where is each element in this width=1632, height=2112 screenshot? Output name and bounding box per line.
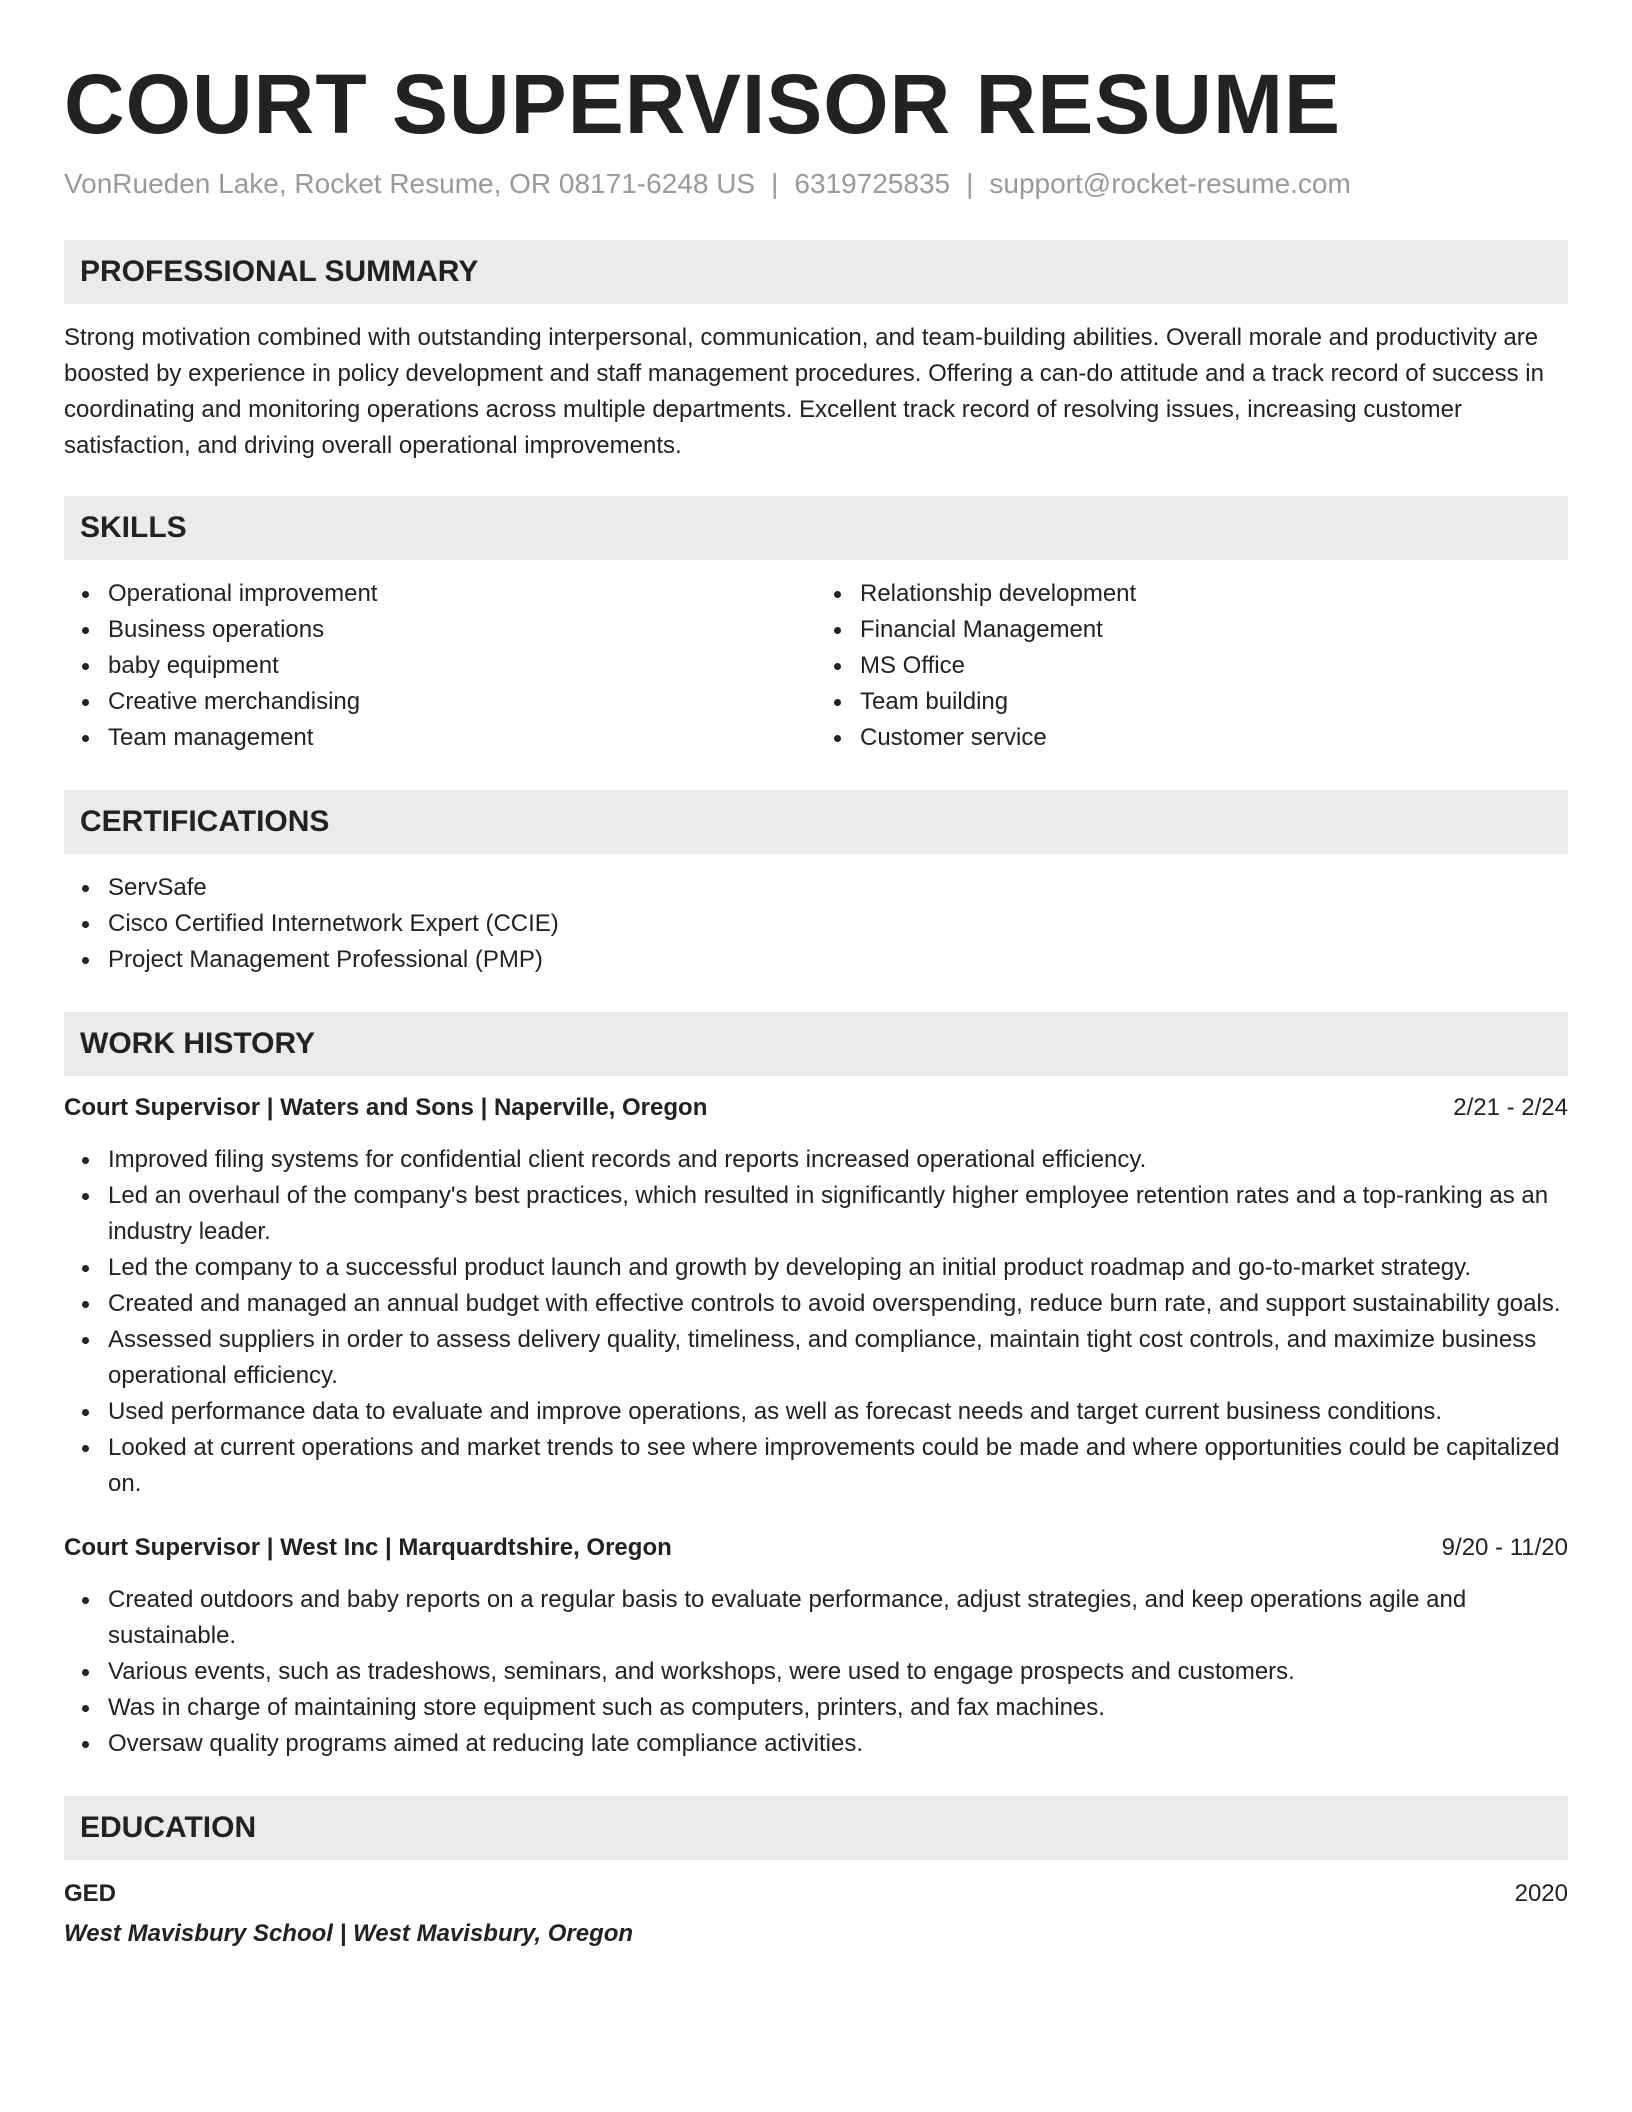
education-school: West Mavisbury School | West Mavisbury, Oregon <box>64 1920 634 1947</box>
list-item: Business operations <box>108 612 816 648</box>
list-item: Financial Management <box>860 612 1568 648</box>
list-item: Relationship development <box>860 576 1568 612</box>
job-header <box>64 1090 1568 1126</box>
contact-address: VonRueden Lake, Rocket Resume, OR 08171-6248 US <box>64 168 756 199</box>
job-title: Court Supervisor | Waters and Sons | Naperville, Oregon <box>64 1094 708 1121</box>
list-item: Created outdoors and baby reports on a regular basis to evaluate performance, adjust strategies, and keep operations agile and sustainable. <box>108 1582 1568 1654</box>
list-item: Looked at current operations and market trends to see where improvements could be made and where opportunities could be capitalized on. <box>108 1430 1568 1502</box>
job-header <box>64 1530 1568 1566</box>
list-item: baby equipment <box>108 648 816 684</box>
resume-title: COURT SUPERVISOR RESUME <box>64 57 1341 151</box>
job-bullets <box>64 1142 1568 1502</box>
contact-separator: | <box>771 168 779 199</box>
skills-list <box>64 576 1568 756</box>
job-dates: 2/21 - 2/24 <box>1453 1094 1568 1121</box>
summary-heading: PROFESSIONAL SUMMARY <box>64 240 1568 304</box>
list-item: Led the company to a successful product launch and growth by developing an initial product roadmap and go-to-market strategy. <box>108 1250 1568 1286</box>
list-item: Improved filing systems for confidential client records and reports increased operational efficiency. <box>108 1142 1568 1178</box>
education-heading: EDUCATION <box>64 1796 1568 1860</box>
list-item: Creative merchandising <box>108 684 816 720</box>
list-item: Led an overhaul of the company's best practices, which resulted in significantly higher employee retention rates and a top-ranking as an industry leader. <box>108 1178 1568 1250</box>
list-item: Used performance data to evaluate and improve operations, as well as forecast needs and target current business conditions. <box>108 1394 1568 1430</box>
contact-phone: 6319725835 <box>794 168 951 199</box>
list-item: Customer service <box>860 720 1568 756</box>
list-item: Various events, such as tradeshows, seminars, and workshops, were used to engage prospects and customers. <box>108 1654 1568 1690</box>
education-degree: GED <box>64 1880 117 1907</box>
skills-heading: SKILLS <box>64 496 1568 560</box>
list-item: Team building <box>860 684 1568 720</box>
job-bullets <box>64 1582 1568 1762</box>
list-item: Operational improvement <box>108 576 816 612</box>
list-item: Was in charge of maintaining store equipment such as computers, printers, and fax machines. <box>108 1690 1568 1726</box>
contact-line <box>64 166 1568 202</box>
skills-column-left <box>64 576 816 756</box>
list-item: Team management <box>108 720 816 756</box>
list-item: MS Office <box>860 648 1568 684</box>
contact-separator: | <box>966 168 974 199</box>
list-item: Project Management Professional (PMP) <box>108 942 1568 978</box>
job-dates: 9/20 - 11/20 <box>1441 1534 1568 1561</box>
education-year: 2020 <box>1514 1880 1568 1907</box>
list-item: Created and managed an annual budget with effective controls to avoid overspending, reduce burn rate, and support sustainability goals. <box>108 1286 1568 1322</box>
contact-email: support@rocket-resume.com <box>989 168 1351 199</box>
list-item: ServSafe <box>108 870 1568 906</box>
list-item: Oversaw quality programs aimed at reducing late compliance activities. <box>108 1726 1568 1762</box>
education-header <box>64 1876 1568 1912</box>
certifications-heading: CERTIFICATIONS <box>64 790 1568 854</box>
certifications-list <box>64 870 1568 978</box>
work-history-heading: WORK HISTORY <box>64 1012 1568 1076</box>
job-title: Court Supervisor | West Inc | Marquardtshire, Oregon <box>64 1534 672 1561</box>
list-item: Cisco Certified Internetwork Expert (CCIE) <box>108 906 1568 942</box>
summary-text: Strong motivation combined with outstanding interpersonal, communication, and team-building abilities. Overall morale and productivity are boosted by experience in policy development and staff management procedures. Offering a can-do attitude and a track record of success in coordinating and monitoring operations across multiple departments. Excellent track record of resolving issues, increasing customer satisfaction, and driving overall operational improvements. <box>64 324 1544 459</box>
list-item: Assessed suppliers in order to assess delivery quality, timeliness, and compliance, maintain tight cost controls, and maximize business operational efficiency. <box>108 1322 1568 1394</box>
skills-column-right <box>816 576 1568 756</box>
